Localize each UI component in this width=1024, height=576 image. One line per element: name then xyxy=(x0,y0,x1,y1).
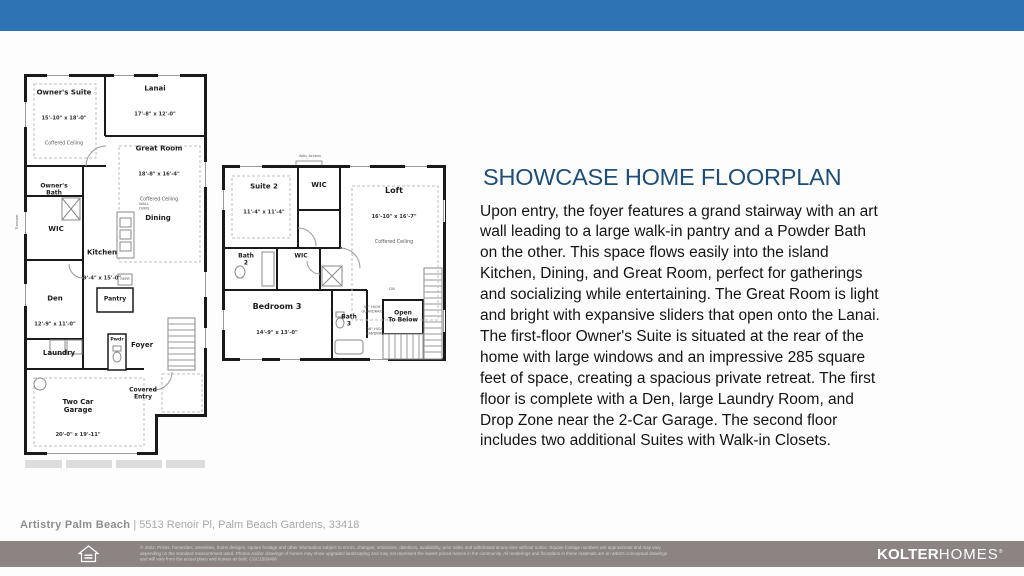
room-foyer: Foyer xyxy=(130,341,154,350)
community-name: Artistry Palm Beach xyxy=(20,519,131,531)
legal-disclaimer-text xyxy=(140,545,880,563)
label-dn: DN xyxy=(389,287,395,292)
room-wic: WIC xyxy=(48,225,64,234)
room-den: Den 12'-9" x 11'-0" xyxy=(34,294,76,328)
room-open-to-below: Open To Below xyxy=(388,309,418,323)
room-bedroom-3: Bedroom 3 14'-9" x 13'-0" xyxy=(252,302,302,336)
legal-line-1: © 2022. Prices, homesites, amenities, home designs, square footage and other information subject to errors, changes, omissions, deletions, availability, prior sales and withdrawal at any time without notice. Square footage numbers are approximate and may vary xyxy=(140,545,661,550)
room-loft: Loft 16'-10" x 16'-7" Coffered Ceiling xyxy=(371,185,417,245)
room-two-car-garage: Two Car Garage 20'-0" x 19'-11" xyxy=(55,397,101,439)
room-wic-top: WIC xyxy=(311,181,327,190)
label-refr: REFR xyxy=(120,277,130,282)
label-guardrail: 42" HIGH GUARDRAIL xyxy=(361,305,383,314)
legal-disclaimer-bar xyxy=(0,541,1024,567)
top-accent-bar xyxy=(0,0,1024,31)
floorplan-second-floor-drawing xyxy=(220,160,448,372)
floorplan-first-floor-drawing xyxy=(22,72,209,470)
kolter-homes-logo: KOLTERHOMES® xyxy=(877,546,1003,563)
equal-housing-icon xyxy=(78,545,99,563)
room-great-room: Great Room 18'-8" x 16'-4" Coffered Ceiling xyxy=(135,144,183,203)
label-transom: Transom xyxy=(15,214,20,230)
legal-line-2: depending on the standard measurement used. Photos and/or drawings of homes may show upgraded landscaping and may not represent the lowest priced homes in the community. All renderings and floorplans in these materials are an artist's conceptual drawings xyxy=(140,550,668,556)
room-owners-suite: Owner's Suite 15'-10" x 18'-0" Coffered Ceiling xyxy=(36,88,92,147)
label-attic-access: Attic Access xyxy=(299,154,321,159)
room-bath-3: Bath 3 xyxy=(341,313,357,327)
page-title: SHOWCASE HOME FLOORPLAN xyxy=(483,163,842,190)
community-address xyxy=(20,519,359,531)
street-address: | 5513 Renoir Pl, Palm Beach Gardens, 33418 xyxy=(133,519,360,531)
legal-line-3: and will vary from the actual plans and homes as built. CGC1509406 xyxy=(140,556,277,562)
label-handrail: 36" HIGH HANDRAIL xyxy=(365,327,385,336)
room-owners-bath: Owner's Bath xyxy=(40,182,68,196)
room-wic-2: WIC xyxy=(294,252,308,260)
label-wall-oven: WALL OVEN xyxy=(138,202,150,211)
room-pwdr: Pwdr xyxy=(110,337,124,343)
room-suite-2: Suite 2 11'-4" x 11'-4" xyxy=(243,182,285,216)
room-dining: Dining xyxy=(145,214,171,223)
room-kitchen: Kitchen 9'-4" x 15'-0" xyxy=(83,248,121,282)
floorplan-second-floor xyxy=(220,154,448,372)
room-lanai: Lanai 17'-8" x 12'-0" xyxy=(134,84,176,118)
room-covered-entry: Covered Entry xyxy=(129,386,157,400)
room-laundry: Laundry xyxy=(42,349,76,358)
description-paragraph: Upon entry, the foyer features a grand stairway with an art wall leading to a large walk-in pantry and a Powder Bath on the other. This space flows easily into the island Kitchen, Dining, and Great Room, perfect for gatherings and socializing while entertaining. The Great Room is light and bright with expansive sliders that open onto the Lanai. The first-floor Owner's Suite is situated at the rear of the home with large windows and an impressive 285 square feet of space, creating a spacious private retreat. The first floor is complete with a Den, large Laundry Room, and Drop Zone near the 2-Car Garage. The second floor includes two additional Suites with Walk-in Closets. xyxy=(480,202,880,450)
floorplan-first-floor xyxy=(15,72,209,470)
room-bath-2: Bath 2 xyxy=(238,252,254,266)
room-pantry: Pantry xyxy=(103,295,127,303)
